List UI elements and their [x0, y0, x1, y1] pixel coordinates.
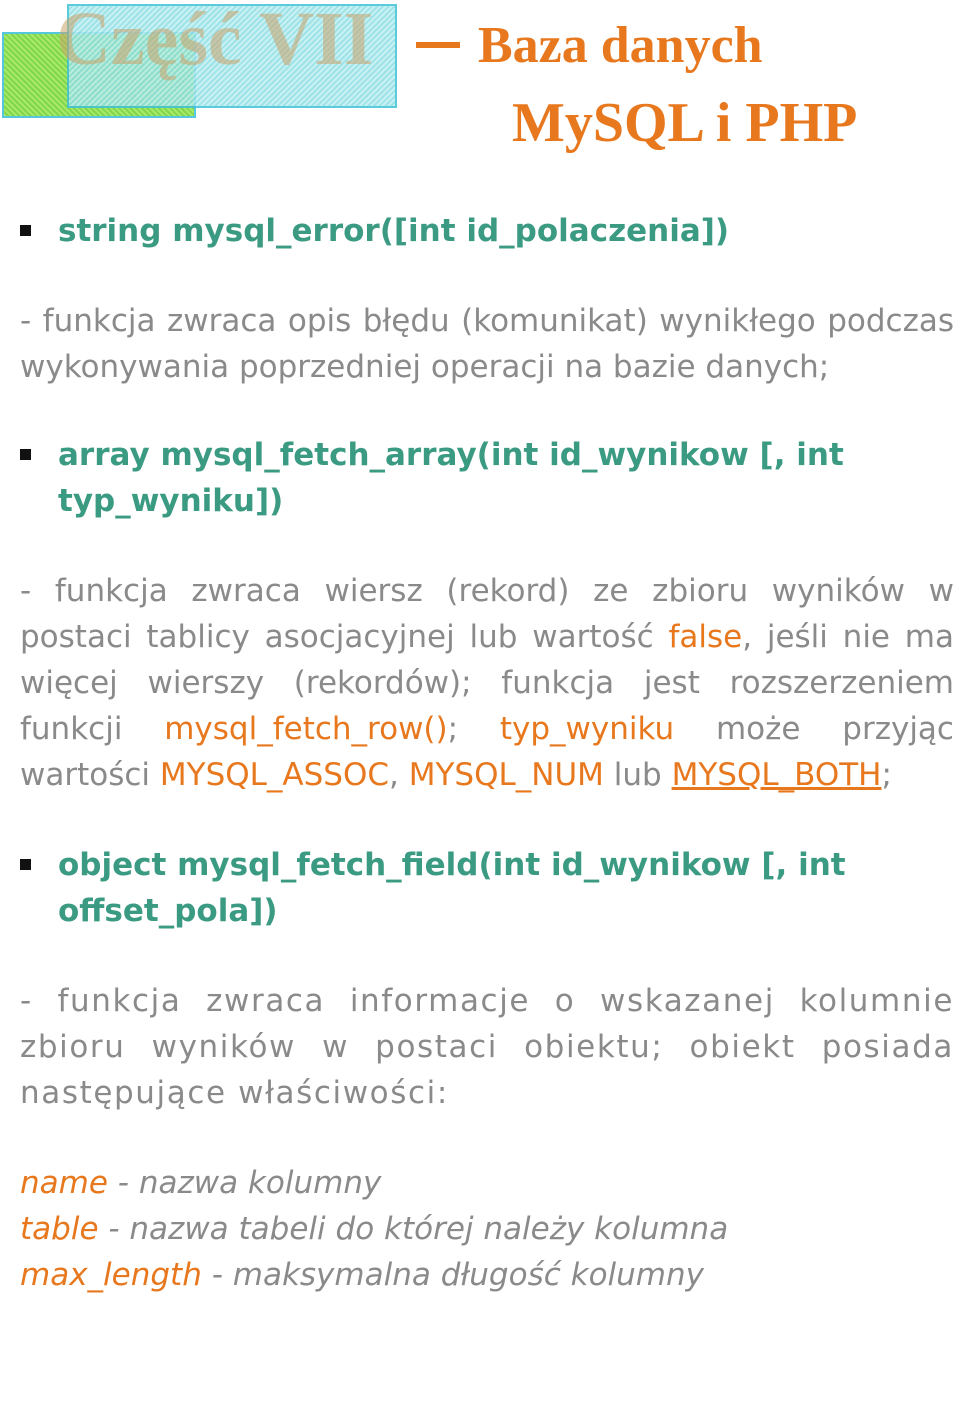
- title-dash: [416, 42, 460, 48]
- function-description-mysql-error: - funkcja zwraca opis błędu (komunikat) wynikłego podczas wykonywania poprzedniej operacji na bazie danych;: [20, 303, 954, 385]
- square-bullet-icon: [20, 449, 31, 460]
- keyword-mysql-assoc: MYSQL_ASSOC: [159, 757, 390, 793]
- square-bullet-icon: [20, 859, 31, 870]
- signature-text: string mysql_error([int id_polaczenia]): [58, 213, 730, 249]
- desc-text: ;: [447, 711, 500, 747]
- property-name: max_length: [20, 1257, 202, 1293]
- part-title: Część VII: [56, 0, 374, 81]
- desc-text: , jeśli nie ma więcej wierszy (rekordów); funkcja jest rozszerzeniem funkcji: [20, 619, 954, 747]
- square-bullet-icon: [20, 225, 31, 236]
- title-line-2: MySQL i PHP: [512, 92, 858, 154]
- keyword-mysql-fetch-row: mysql_fetch_row(): [164, 711, 448, 747]
- desc-text: ,: [389, 757, 409, 793]
- desc-text: - funkcja zwraca wiersz (rekord) ze zbioru wyników w postaci tablicy asocjacyjnej lub wartość: [20, 573, 954, 655]
- desc-text: ;: [881, 757, 892, 793]
- title-line-1: Baza danych: [478, 17, 763, 74]
- property-description: - maksymalna długość kolumny: [201, 1257, 704, 1293]
- desc-text: może przyjąc wartości: [20, 711, 954, 793]
- function-signature-mysql-fetch-field: [20, 842, 954, 934]
- keyword-mysql-num: MYSQL_NUM: [408, 757, 604, 793]
- property-description: - nazwa kolumny: [107, 1165, 382, 1201]
- slide-header: [0, 0, 960, 170]
- function-signature-mysql-error: [20, 208, 954, 254]
- property-name: name: [20, 1165, 108, 1201]
- keyword-mysql-both: MYSQL_BOTH: [671, 757, 882, 793]
- function-signature-mysql-fetch-array: [20, 432, 954, 524]
- function-description-mysql-fetch-field: - funkcja zwraca informacje o wskazanej kolumnie zbioru wyników w postaci obiektu; obiekt posiada następujące właściwości:: [20, 983, 954, 1111]
- keyword-typ-wyniku: typ_wyniku: [499, 711, 675, 747]
- property-name: table: [20, 1211, 99, 1247]
- property-description: - nazwa tabeli do której należy kolumna: [98, 1211, 729, 1247]
- signature-text: object mysql_fetch_field(int id_wynikow [, int offset_pola]): [58, 847, 846, 929]
- function-description-mysql-fetch-array: [20, 568, 954, 798]
- property-item: [20, 1160, 954, 1206]
- property-item: [20, 1206, 954, 1252]
- keyword-false: false: [668, 619, 743, 655]
- property-item: [20, 1252, 954, 1298]
- slide-content: [20, 208, 954, 1298]
- signature-text: array mysql_fetch_array(int id_wynikow [, int typ_wyniku]): [58, 437, 844, 519]
- desc-text: lub: [603, 757, 672, 793]
